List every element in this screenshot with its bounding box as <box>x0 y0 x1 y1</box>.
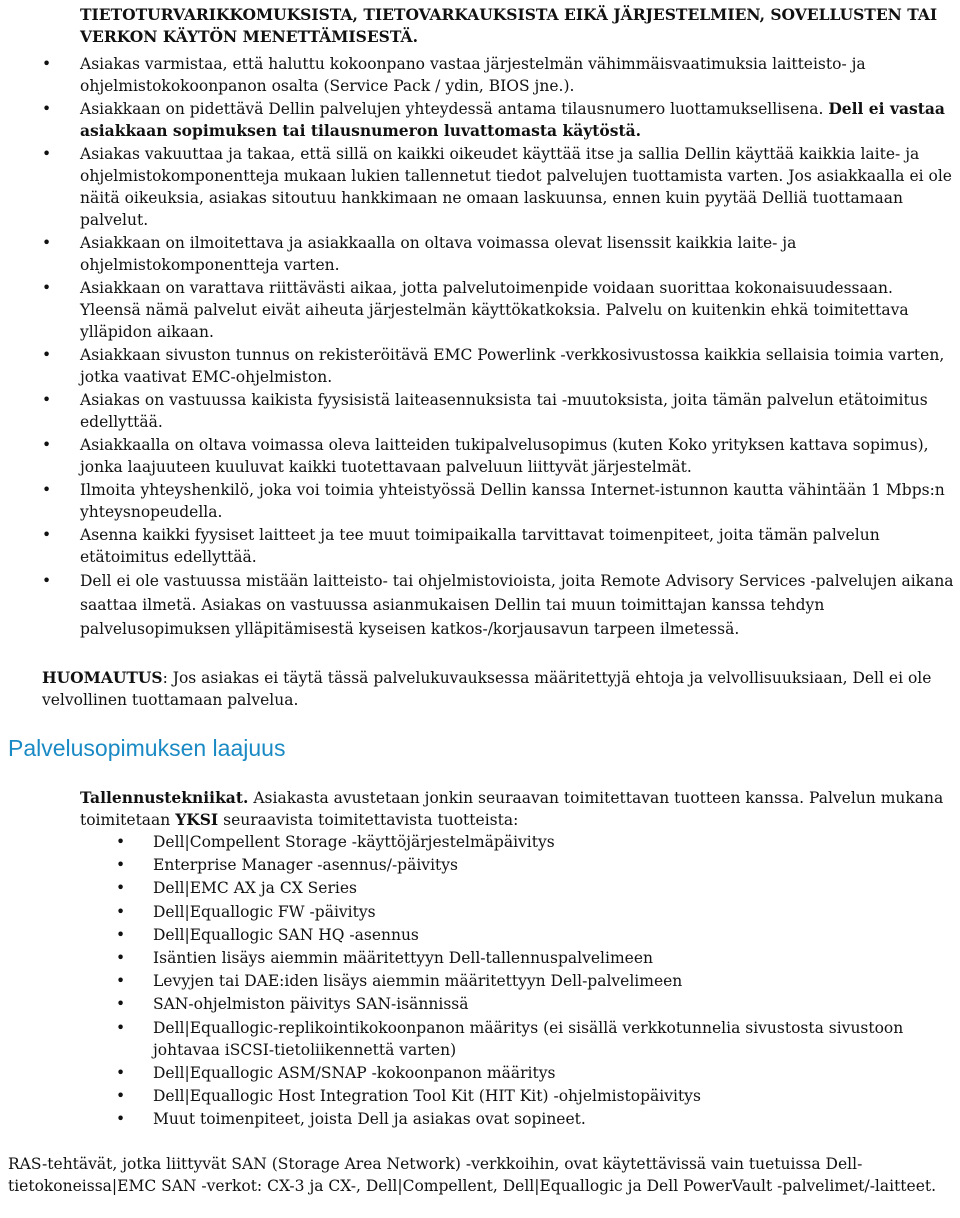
scope-intro <box>80 787 950 831</box>
list-item-text: Asiakkaan on ilmoitettava ja asiakkaalla on oltava voimassa olevat lisenssit kaikkia laite- ja ohjelmistokomponentteja varten. <box>80 234 797 274</box>
list-item-text: Dell|Equallogic FW -päivitys <box>153 902 376 921</box>
list-item-text: Asiakkaalla on oltava voimassa oleva laitteiden tukipalvelusopimus (kuten Koko yrityksen kattava sopimus), jonka laajuuteen kuuluvat kaikki tuotettavaan palveluun liittyvät järjestelmät. <box>80 436 929 476</box>
list-item-bold-text: Dell ei vastaa asiakkaan sopimuksen tai tilausnumeron luvattomasta käytöstä. <box>80 99 945 140</box>
note-text: : Jos asiakas ei täytä tässä palvelukuvauksessa määritettyjä ehtoja ja velvollisuuksiaan, Dell ei ole velvollinen tuottamaan palvelua. <box>42 669 932 709</box>
bullet-icon: • <box>42 572 52 590</box>
bullet-icon: • <box>116 1110 126 1129</box>
scope-only-text: YKSI <box>175 810 219 829</box>
list-item-text: Asiakas on vastuussa kaikista fyysisistä laiteasennuksista tai -muutoksista, joita tämän palvelun etätoimitus edellyttää. <box>80 391 928 431</box>
bullet-icon: • <box>42 100 52 118</box>
list-item <box>110 901 950 923</box>
list-item <box>110 877 950 899</box>
list-item-text: Dell|Equallogic Host Integration Tool Kit (HIT Kit) -ohjelmistopäivitys <box>153 1086 701 1105</box>
list-item <box>36 434 954 478</box>
ras-paragraph: RAS-tehtävät, jotka liittyvät SAN (Storage Area Network) -verkkoihin, ovat käytettävissä vain tuetuissa Dell-tietokoneissa|EMC SAN -verkot: CX-3 ja CX-, Dell|Compellent, Dell|Equallogic ja Dell PowerVault -palvelimet/-laitteet. <box>8 1155 937 1195</box>
bullet-icon: • <box>42 234 52 252</box>
list-item-text: Asiakas varmistaa, että haluttu kokoonpano vastaa järjestelmän vähimmäisvaatimuksia laitteisto- ja ohjelmistokokoonpanon osalta (Service Pack / ydin, BIOS jne.). <box>80 55 866 95</box>
list-item <box>36 277 954 343</box>
list-item <box>36 479 954 523</box>
note-paragraph <box>42 667 947 711</box>
bullet-icon: • <box>116 856 126 875</box>
list-item-text: Dell ei ole vastuussa mistään laitteisto- tai ohjelmistovioista, joita Remote Advisory Services -palvelujen aikana saattaa ilmetä. Asiakas on vastuussa asianmukaisen Dellin tai muun toimittajan kanssa tehdyn palvelusopimuksen ylläpitämisestä kyseisen katkos-/korjausavun tarpeen ilmetessä. <box>80 572 954 638</box>
bullet-icon: • <box>116 925 126 944</box>
list-item-text: Asiakkaan on varattava riittävästi aikaa, jotta palvelutoimenpide voidaan suorittaa kokonaisuudessaan. Yleensä nämä palvelut eivät aiheuta järjestelmän käyttökatkoksia. Palvelu on kuitenkin ehkä toimitettava ylläpidon aikaan. <box>80 279 909 341</box>
scope-intro-text-2: seuraavista toimitettavista tuotteista: <box>218 811 519 829</box>
customer-obligations-list <box>36 53 954 642</box>
list-item <box>36 569 954 641</box>
list-item <box>110 947 950 969</box>
list-item <box>36 143 954 231</box>
list-item-text: Dell|EMC AX ja CX Series <box>153 879 357 898</box>
list-item-text: Asenna kaikki fyysiset laitteet ja tee muut toimipaikalla tarvittavat toimenpiteet, joita tämän palvelun etätoimitus edellyttää. <box>80 526 880 566</box>
list-item <box>110 831 950 853</box>
list-item <box>36 524 954 568</box>
list-item <box>36 389 954 433</box>
list-item-text: Dell|Equallogic SAN HQ -asennus <box>153 925 419 944</box>
list-item-text: Ilmoita yhteyshenkilö, joka voi toimia yhteistyössä Dellin kanssa Internet-istunnon kautta vähintään 1 Mbps:n yhteysnopeudella. <box>80 481 945 521</box>
list-item <box>110 854 950 876</box>
list-item <box>36 344 954 388</box>
bullet-icon: • <box>42 526 52 544</box>
list-item <box>110 993 950 1015</box>
bullet-icon: • <box>116 1018 126 1037</box>
bullet-icon: • <box>116 902 126 921</box>
list-item-text: Enterprise Manager -asennus/-päivitys <box>153 856 458 875</box>
bullet-icon: • <box>42 391 52 409</box>
bullet-icon: • <box>116 948 126 967</box>
note-label: HUOMAUTUS <box>42 668 163 687</box>
list-item-text: Asiakas vakuuttaa ja takaa, että sillä on kaikki oikeudet käyttää itse ja sallia Dellin käyttää kaikkia laite- ja ohjelmistokomponentteja mukaan lukien tallennetut tiedot palvelujen tuottamista varten. Jos asiakkaalla ei ole näitä oikeuksia, asiakas sitoutuu hankkimaan ne omaan laskuunsa, ennen kuin pyytää Delliä tuottamaan palvelut. <box>80 145 952 229</box>
list-item-text: SAN-ohjelmiston päivitys SAN-isännissä <box>153 995 469 1014</box>
bullet-icon: • <box>42 279 52 297</box>
list-item-text: Asiakkaan sivuston tunnus on rekisteröitävä EMC Powerlink -verkkosivustossa kaikkia sellaisia toimia varten, jotka vaativat EMC-ohjelmiston. <box>80 346 945 386</box>
scope-label: Tallennustekniikat. <box>80 788 249 807</box>
bullet-icon: • <box>42 55 52 73</box>
list-item <box>110 1017 950 1061</box>
list-item-text: Dell|Equallogic ASM/SNAP -kokoonpanon määritys <box>153 1063 556 1082</box>
list-item <box>110 1108 950 1130</box>
list-item <box>36 53 954 97</box>
scope-intro-text: Asiakasta avustetaan jonkin seuraavan toimitettavan tuotteen kanssa. Palvelun mukana toimitetaan <box>80 789 944 829</box>
bullet-icon: • <box>42 481 52 499</box>
bullet-icon: • <box>42 145 52 163</box>
deliverables-list <box>110 831 950 1131</box>
list-item <box>110 1062 950 1084</box>
list-item-text: Dell|Equallogic-replikointikokoonpanon määritys (ei sisällä verkkotunnelia sivustosta sivustoon johtavaa iSCSI-tietoliikennettä varten) <box>153 1018 904 1059</box>
top-lead-text: TIETOTURVARIKKOMUKSISTA, TIETOVARKAUKSISTA EIKÄ JÄRJESTELMIEN, SOVELLUSTEN TAI VERKON KÄYTÖN MENETTÄMISESTÄ. <box>80 5 938 46</box>
list-item-text: Muut toimenpiteet, joista Dell ja asiakas ovat sopineet. <box>153 1110 586 1129</box>
list-item-text: Asiakkaan on pidettävä Dellin palvelujen yhteydessä antama tilausnumero luottamuksellisena. <box>80 100 829 118</box>
list-item-text: Isäntien lisäys aiemmin määritettyyn Dell-tallennuspalvelimeen <box>153 948 653 967</box>
bullet-icon: • <box>116 995 126 1014</box>
bullet-icon: • <box>116 972 126 991</box>
bullet-icon: • <box>42 346 52 364</box>
list-item <box>36 98 954 142</box>
bullet-icon: • <box>116 1086 126 1105</box>
list-item <box>110 970 950 992</box>
list-item <box>110 924 950 946</box>
list-item-text: Dell|Compellent Storage -käyttöjärjestelmäpäivitys <box>153 833 555 851</box>
bullet-icon: • <box>116 1063 126 1082</box>
bullet-icon: • <box>42 436 52 454</box>
bullet-icon: • <box>116 833 126 851</box>
section-title: Palvelusopimuksen laajuus <box>8 735 286 761</box>
list-item <box>36 232 954 276</box>
list-item <box>110 1085 950 1107</box>
list-item-text: Levyjen tai DAE:iden lisäys aiemmin määritettyyn Dell-palvelimeen <box>153 972 683 991</box>
bullet-icon: • <box>116 879 126 898</box>
